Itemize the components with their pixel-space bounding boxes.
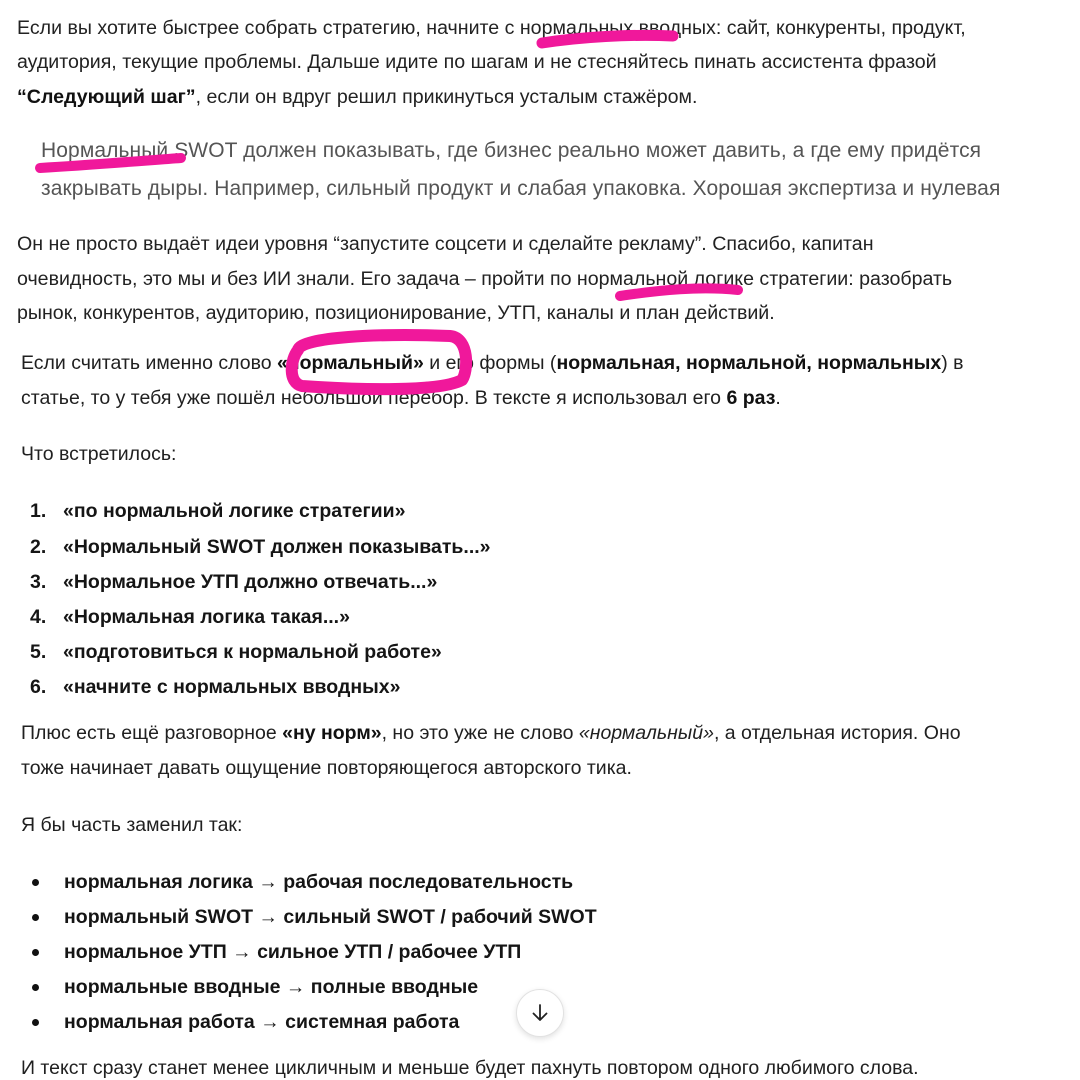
article-para2-line2: очевидность, это мы и без ИИ знали. Его задача – пройти по нормальной логике стратегии: разобрать bbox=[17, 268, 953, 290]
article-para1-line1: Если вы хотите быстрее собрать стратегию, начните с нормальных вводных: сайт, конкуренты, продукт, bbox=[17, 17, 966, 39]
answer-intro-line2 bbox=[21, 385, 781, 411]
list-item-text: «по нормальной логике стратегии» bbox=[63, 500, 406, 522]
usage-count: 6 раз bbox=[726, 387, 776, 409]
list-item-text: нормальная работа → системная работа bbox=[64, 1011, 460, 1033]
plus-text: Плюс есть ещё разговорное bbox=[21, 722, 283, 744]
bullet-icon bbox=[32, 879, 39, 886]
plus-line1 bbox=[21, 720, 961, 746]
closing-line: И текст сразу станет менее цикличным и меньше будет пахнуть повтором одного любимого слова. bbox=[21, 1057, 919, 1079]
list-item-text: нормальный SWOT → сильный SWOT / рабочий SWOT bbox=[64, 906, 597, 928]
scroll-down-button[interactable] bbox=[516, 989, 564, 1037]
list-item-number: 4. bbox=[30, 606, 47, 628]
word-normal: «нормальный» bbox=[277, 352, 424, 374]
article-para2-line1: Он не просто выдаёт идеи уровня “запустите соцсети и сделайте рекламу”. Спасибо, капитан bbox=[17, 233, 874, 255]
plus-line2: тоже начинает давать ощущение повторяющегося авторского тика. bbox=[21, 757, 632, 779]
list-item-text: «Нормальное УТП должно отвечать...» bbox=[63, 571, 438, 593]
answer-intro-text: Если считать именно слово bbox=[21, 352, 277, 374]
word-normal-italic: «нормальный» bbox=[578, 722, 714, 744]
bullet-icon bbox=[32, 1019, 39, 1026]
quote-line1: Нормальный SWOT должен показывать, где бизнес реально может давить, а где ему придётся bbox=[41, 139, 982, 162]
colloquial-phrase: «ну норм» bbox=[282, 722, 382, 744]
quote-line2: закрывать дыры. Например, сильный продукт и слабая упаковка. Хорошая экспертиза и нулевая bbox=[41, 177, 1001, 200]
list-item-text: «Нормальный SWOT должен показывать...» bbox=[63, 536, 491, 558]
answer-intro-text: . bbox=[775, 387, 781, 409]
word-forms: нормальная, нормальной, нормальных bbox=[556, 352, 942, 374]
plus-text: , но это уже не слово bbox=[381, 722, 579, 744]
list-item-number: 5. bbox=[30, 641, 47, 663]
plus-text: , а отдельная история. Оно bbox=[713, 722, 961, 744]
answer-intro-text: статье, то у тебя уже пошёл небольшой перебор. В тексте я использовал его bbox=[21, 387, 727, 409]
list-item-text: нормальное УТП → сильное УТП / рабочее УТП bbox=[64, 941, 522, 963]
found-label: Что встретилось: bbox=[21, 443, 177, 465]
answer-intro-text: ) в bbox=[941, 352, 964, 374]
list-item-number: 6. bbox=[30, 676, 47, 698]
list-item-number: 1. bbox=[30, 500, 47, 522]
article-para1-line3 bbox=[17, 84, 697, 110]
bullet-icon bbox=[32, 914, 39, 921]
next-step-phrase: “Следующий шаг” bbox=[17, 86, 196, 108]
answer-intro-text: и его формы ( bbox=[423, 352, 557, 374]
answer-intro-line1 bbox=[21, 350, 964, 376]
list-item-text: «подготовиться к нормальной работе» bbox=[63, 641, 442, 663]
arrow-down-icon bbox=[529, 1002, 551, 1024]
bullet-icon bbox=[32, 949, 39, 956]
list-item-text: нормальные вводные → полные вводные bbox=[64, 976, 479, 998]
list-item-number: 2. bbox=[30, 536, 47, 558]
bullet-icon bbox=[32, 984, 39, 991]
list-item-text: «Нормальная логика такая...» bbox=[63, 606, 350, 628]
list-item-text: нормальная логика → рабочая последовательность bbox=[64, 871, 574, 893]
replace-label: Я бы часть заменил так: bbox=[21, 814, 243, 836]
article-para1-line2: аудитория, текущие проблемы. Дальше идите по шагам и не стесняйтесь пинать ассистента фразой bbox=[17, 51, 937, 73]
list-item-number: 3. bbox=[30, 571, 47, 593]
article-para2-line3: рынок, конкурентов, аудиторию, позиционирование, УТП, каналы и план действий. bbox=[17, 302, 775, 324]
article-para1-line3-rest: , если он вдруг решил прикинуться усталым стажёром. bbox=[195, 86, 698, 108]
list-item-text: «начните с нормальных вводных» bbox=[63, 676, 401, 698]
